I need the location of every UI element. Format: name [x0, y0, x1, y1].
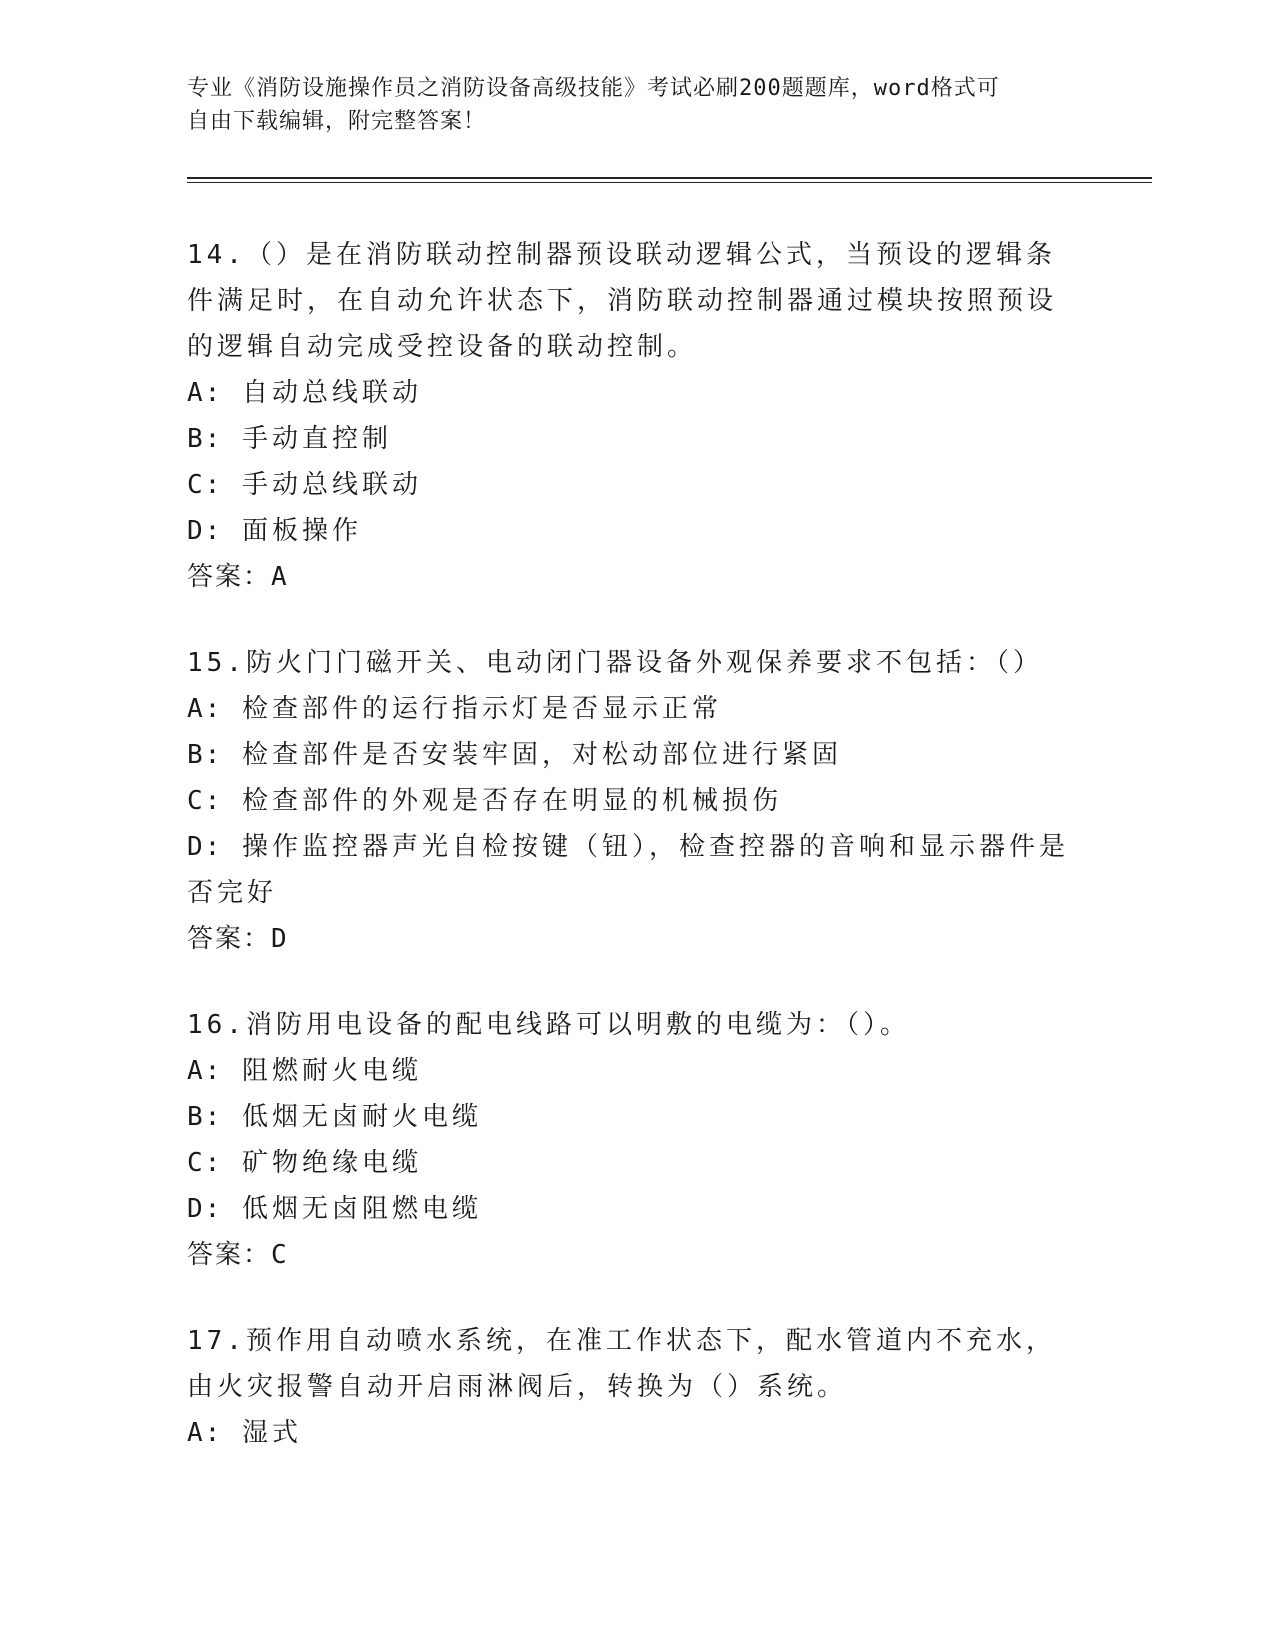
- option-a: [187, 370, 1077, 416]
- option-b: [187, 732, 1077, 778]
- option-text: 手动总线联动: [241, 470, 422, 500]
- option-key: C:: [187, 786, 223, 816]
- option-key: A:: [187, 378, 223, 408]
- option-a: [187, 1410, 1077, 1456]
- option-text: 矿物绝缘电缆: [241, 1148, 422, 1178]
- option-a: [187, 686, 1077, 732]
- option-c: [187, 462, 1077, 508]
- option-c: [187, 778, 1077, 824]
- question-stem: 15.防火门门磁开关、电动闭门器设备外观保养要求不包括：（）: [187, 648, 1043, 678]
- question-stem: 14.（）是在消防联动控制器预设联动逻辑公式，当预设的逻辑条件满足时，在自动允许状态下，消防联动控制器通过模块按照预设的逻辑自动完成受控设备的联动控制。: [187, 240, 1058, 362]
- option-key: D:: [187, 1194, 223, 1224]
- option-a: [187, 1048, 1077, 1094]
- question-15: [187, 640, 1077, 962]
- option-key: B:: [187, 1102, 223, 1132]
- option-text: 湿式: [241, 1418, 302, 1448]
- option-b: [187, 1094, 1077, 1140]
- option-key: C:: [187, 470, 223, 500]
- option-key: D:: [187, 516, 223, 546]
- option-text: 手动直控制: [241, 424, 392, 454]
- answer-line: 答案：D: [187, 924, 289, 954]
- question-17: [187, 1318, 1077, 1456]
- option-text: 面板操作: [241, 516, 362, 546]
- option-key: C:: [187, 1148, 223, 1178]
- question-16: [187, 1002, 1077, 1278]
- option-d: [187, 1186, 1077, 1232]
- header-line-2: 自由下载编辑，附完整答案！: [187, 109, 487, 134]
- option-d: [187, 824, 1077, 916]
- option-text: 操作监控器声光自检按键（钮），检查控器的音响和显示器件是否完好: [187, 832, 1069, 908]
- answer-line: 答案：A: [187, 562, 289, 592]
- option-key: B:: [187, 424, 223, 454]
- question-stem: 17.预作用自动喷水系统，在准工作状态下，配水管道内不充水，由火灾报警自动开启雨淋阀后，转换为（）系统。: [187, 1326, 1056, 1402]
- question-list: [187, 232, 1077, 1496]
- question-14: [187, 232, 1077, 600]
- option-key: A:: [187, 1056, 223, 1086]
- option-key: D:: [187, 832, 223, 862]
- option-text: 低烟无卤阻燃电缆: [241, 1194, 482, 1224]
- option-key: B:: [187, 740, 223, 770]
- option-key: A:: [187, 1418, 223, 1448]
- document-header: [187, 72, 1087, 138]
- header-divider-thin: [187, 182, 1152, 183]
- option-d: [187, 508, 1077, 554]
- answer-line: 答案：C: [187, 1240, 289, 1270]
- option-b: [187, 416, 1077, 462]
- header-divider-thick: [187, 177, 1152, 179]
- option-text: 低烟无卤耐火电缆: [241, 1102, 482, 1132]
- question-stem: 16.消防用电设备的配电线路可以明敷的电缆为：（）。: [187, 1010, 910, 1040]
- option-text: 自动总线联动: [241, 378, 422, 408]
- option-key: A:: [187, 694, 223, 724]
- option-text: 检查部件的运行指示灯是否显示正常: [241, 694, 722, 724]
- option-c: [187, 1140, 1077, 1186]
- option-text: 检查部件的外观是否存在明显的机械损伤: [241, 786, 782, 816]
- option-text: 检查部件是否安装牢固，对松动部位进行紧固: [241, 740, 842, 770]
- header-line-1: 专业《消防设施操作员之消防设备高级技能》考试必刷200题题库，word格式可: [187, 76, 1000, 101]
- option-text: 阻燃耐火电缆: [241, 1056, 422, 1086]
